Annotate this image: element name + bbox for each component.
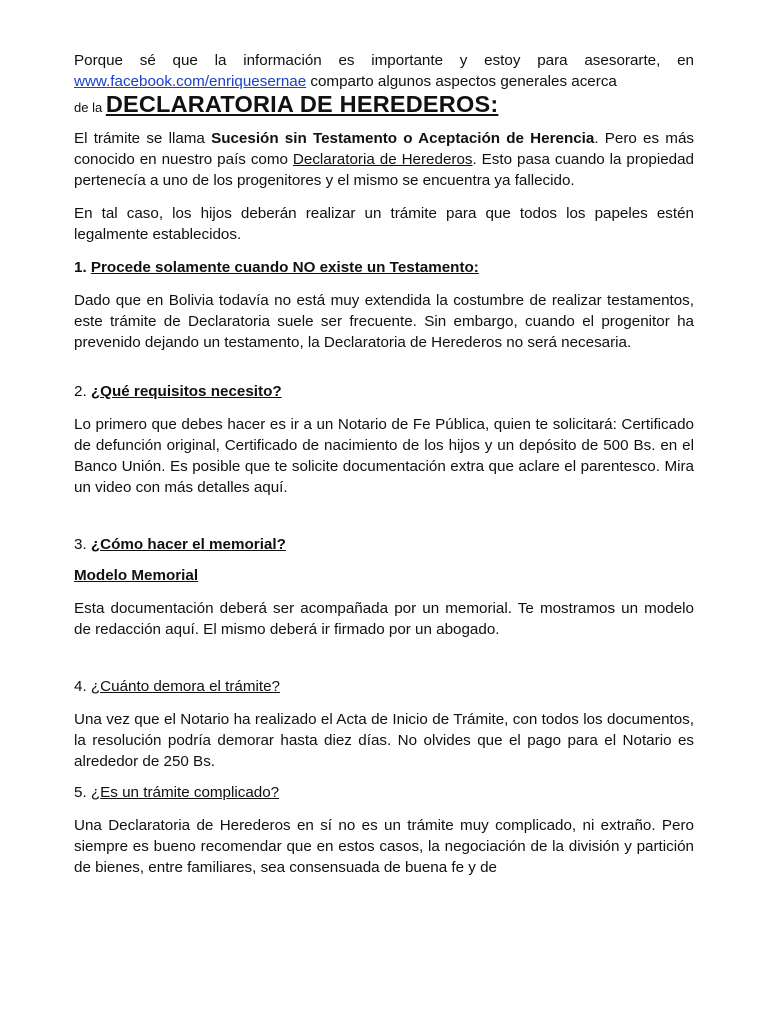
intro-line1: Porque sé que la información es importante y estoy para asesorarte, en: [74, 52, 694, 69]
section-2-heading: [74, 381, 694, 402]
section-3-number: 3.: [74, 536, 91, 553]
p1-text-e: . Esto pasa cuando la propiedad pertenecía a uno de los progenitores y el mismo se encuentra ya fallecido.: [74, 151, 694, 189]
intro-title-line: [74, 91, 694, 118]
paragraph-tal-caso: En tal caso, los hijos deberán realizar un trámite para que todos los papeles estén legalmente establecidos.: [74, 205, 694, 243]
section-2-number: 2.: [74, 383, 91, 400]
section-5-body: Una Declaratoria de Herederos en sí no es un trámite muy complicado, ni extraño. Pero siempre es bueno recomendar que en estos casos, la negociación de la división y partición de bienes, entre familiares, sea consensuada de buena fe y de: [74, 817, 694, 876]
section-5-heading: [74, 782, 694, 803]
section-5-number: 5.: [74, 784, 91, 801]
section-4-title: ¿Cuánto demora el trámite?: [90, 678, 280, 695]
section-5-title: ¿Es un trámite complicado?: [90, 784, 280, 801]
section-3-subtitle: [74, 565, 694, 586]
modelo-memorial-title: Modelo Memorial: [74, 567, 199, 584]
section-4-body: Una vez que el Notario ha realizado el Acta de Inicio de Trámite, con todos los documentos, la resolución podría demorar hasta diez días. No olvides que el pago para el Notario es alrededor de 250 Bs.: [74, 711, 694, 770]
paragraph-tramite: [74, 128, 694, 191]
section-3-body: Esta documentación deberá ser acompañada por un memorial. Te mostramos un modelo de redacción aquí. El mismo deberá ir firmado por un abogado.: [74, 600, 694, 638]
section-2-title: ¿Qué requisitos necesito?: [90, 383, 282, 400]
p1-text-c: . Pero es más conocido en nuestro país como: [74, 130, 694, 168]
intro-de-la: de la: [74, 100, 106, 115]
intro-paragraph: [74, 50, 694, 92]
p1-bold-term: Sucesión sin Testamento o Aceptación de Herencia: [211, 130, 595, 147]
p1-text-a: El trámite se llama: [74, 130, 212, 147]
document-title: DECLARATORIA DE HEREDEROS:: [105, 91, 499, 117]
p1-underlined-term: Declaratoria de Herederos: [292, 151, 473, 168]
section-1-title: Procede solamente cuando NO existe un Testamento:: [90, 259, 479, 276]
intro-line2: comparto algunos aspectos generales acerca: [306, 73, 617, 90]
section-1-body: Dado que en Bolivia todavía no está muy extendida la costumbre de realizar testamentos, este trámite de Declaratoria suele ser frecuente. Sin embargo, cuando el progenitor ha prevenido dejando un testamento, la Declaratoria de Herederos no será necesaria.: [74, 292, 694, 351]
facebook-link[interactable]: www.facebook.com/enriquesernae: [74, 73, 307, 90]
document-content: [74, 50, 694, 878]
section-2-body: Lo primero que debes hacer es ir a un Notario de Fe Pública, quien te solicitará: Certificado de defunción original, Certificado de nacimiento de los hijos y un depósito de 500 Bs. en el Banco Unión. Es posible que te solicite documentación extra que aclare el parentesco. Mira un video con más detalles aquí.: [74, 416, 694, 496]
section-1-number: 1.: [74, 259, 91, 276]
section-3-title: ¿Cómo hacer el memorial?: [90, 536, 286, 553]
section-3-heading: [74, 534, 694, 555]
section-4-heading: [74, 676, 694, 697]
section-4-number: 4.: [74, 678, 91, 695]
section-1-heading: [74, 257, 694, 278]
